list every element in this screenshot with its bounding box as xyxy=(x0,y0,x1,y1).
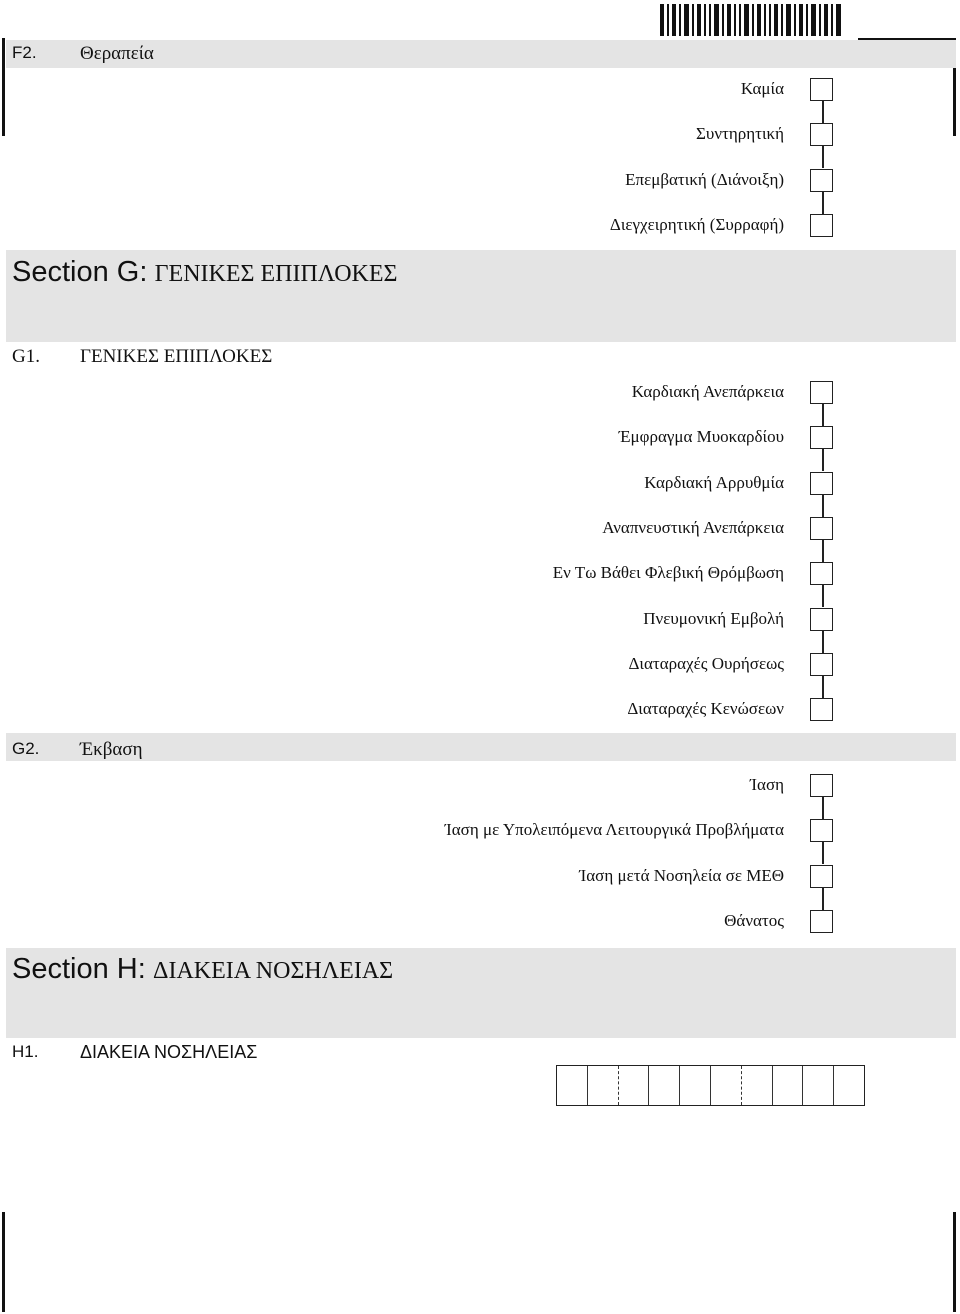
g2-option-label: Ίαση xyxy=(750,775,784,794)
h1-title: ΔΙΑΚΕΙΑ ΝΟΣΗΛΕΙΑΣ xyxy=(80,1042,258,1062)
g1-title: ΓΕΝΙΚΕΣ ΕΠΙΠΛΟΚΕΣ xyxy=(80,346,273,367)
f2-option-checkbox[interactable] xyxy=(810,214,833,237)
f2-number: F2. xyxy=(12,43,37,62)
corner-mark-bottom-left xyxy=(2,1212,5,1312)
g1-option-label: Πνευμονική Εμβολή xyxy=(643,609,784,628)
digit-box[interactable] xyxy=(711,1066,742,1105)
f2-title: Θεραπεία xyxy=(80,43,154,64)
g1-option-label: Καρδιακή Ανεπάρκεια xyxy=(631,382,784,401)
digit-box[interactable] xyxy=(557,1066,588,1105)
f2-option-checkbox[interactable] xyxy=(810,78,833,101)
digit-box[interactable] xyxy=(773,1066,804,1105)
g2-option-label: Θάνατος xyxy=(724,911,784,930)
g1-option-checkbox[interactable] xyxy=(810,381,833,404)
checkbox-connector xyxy=(822,404,824,426)
g2-option-checkbox[interactable] xyxy=(810,910,833,933)
g1-option-checkbox[interactable] xyxy=(810,562,833,585)
f2-option-label: Καμία xyxy=(740,79,784,98)
f2-option-checkbox[interactable] xyxy=(810,169,833,192)
g1-option-checkbox[interactable] xyxy=(810,698,833,721)
checkbox-connector xyxy=(822,585,824,607)
f2-option-checkbox[interactable] xyxy=(810,123,833,146)
g1-option-checkbox[interactable] xyxy=(810,472,833,495)
barcode xyxy=(660,4,844,36)
h1-duration-digit-boxes[interactable] xyxy=(556,1065,865,1106)
digit-box[interactable] xyxy=(742,1066,773,1105)
g1-option-label: Διαταραχές Κενώσεων xyxy=(627,699,784,718)
g1-option-checkbox[interactable] xyxy=(810,608,833,631)
g2-title: Έκβαση xyxy=(80,739,143,760)
f2-option-label: Διεγχειρητική (Συρραφή) xyxy=(609,215,784,234)
g1-option-label: Εν Τω Βάθει Φλεβική Θρόμβωση xyxy=(552,563,784,582)
f2-option-label: Συντηρητική xyxy=(696,124,784,143)
f2-option-label: Επεμβατική (Διάνοιξη) xyxy=(625,170,784,189)
g2-option-label: Ίαση μετά Νοσηλεία σε ΜΕΘ xyxy=(579,866,784,885)
checkbox-connector xyxy=(822,449,824,471)
g1-option-checkbox[interactable] xyxy=(810,426,833,449)
g1-option-label: Διαταραχές Ουρήσεως xyxy=(628,654,784,673)
checkbox-connector xyxy=(822,888,824,910)
g1-option-label: Αναπνευστική Ανεπάρκεια xyxy=(602,518,784,537)
corner-mark-bottom-right xyxy=(953,1212,956,1312)
digit-box[interactable] xyxy=(649,1066,680,1105)
g1-option-label: Καρδιακή Αρρυθμία xyxy=(644,473,784,492)
g2-number: G2. xyxy=(12,739,40,758)
checkbox-connector xyxy=(822,676,824,698)
checkbox-connector xyxy=(822,146,824,168)
section-h-heading: ΔΙΑΚΕΙΑ ΝΟΣΗΛΕΙΑΣ xyxy=(153,958,394,984)
section-h-title xyxy=(12,953,393,986)
g1-option-checkbox[interactable] xyxy=(810,517,833,540)
corner-mark-top-left xyxy=(2,38,5,136)
checkbox-connector xyxy=(822,842,824,864)
digit-box[interactable] xyxy=(834,1066,864,1105)
g2-option-label: Ίαση με Υπολειπόμενα Λειτουργικά Προβλήματα xyxy=(444,820,784,839)
g2-option-checkbox[interactable] xyxy=(810,774,833,797)
section-h-label: Section H: xyxy=(12,953,146,985)
g1-number: G1. xyxy=(12,346,40,367)
checkbox-connector xyxy=(822,192,824,214)
digit-box[interactable] xyxy=(588,1066,619,1105)
g1-option-label: Έμφραγμα Μυοκαρδίου xyxy=(618,427,784,446)
digit-box[interactable] xyxy=(619,1066,650,1105)
digit-box[interactable] xyxy=(680,1066,711,1105)
h1-number: H1. xyxy=(12,1042,39,1061)
g2-header-band xyxy=(6,733,956,761)
checkbox-connector xyxy=(822,495,824,517)
section-g-heading: ΓΕΝΙΚΕΣ ΕΠΙΠΛΟΚΕΣ xyxy=(154,261,398,287)
checkbox-connector xyxy=(822,540,824,562)
g2-option-checkbox[interactable] xyxy=(810,819,833,842)
checkbox-connector xyxy=(822,631,824,653)
checkbox-connector xyxy=(822,101,824,123)
g2-option-checkbox[interactable] xyxy=(810,865,833,888)
section-g-label: Section G: xyxy=(12,256,148,288)
digit-box[interactable] xyxy=(803,1066,834,1105)
section-g-title xyxy=(12,256,398,289)
g1-option-checkbox[interactable] xyxy=(810,653,833,676)
checkbox-connector xyxy=(822,797,824,819)
